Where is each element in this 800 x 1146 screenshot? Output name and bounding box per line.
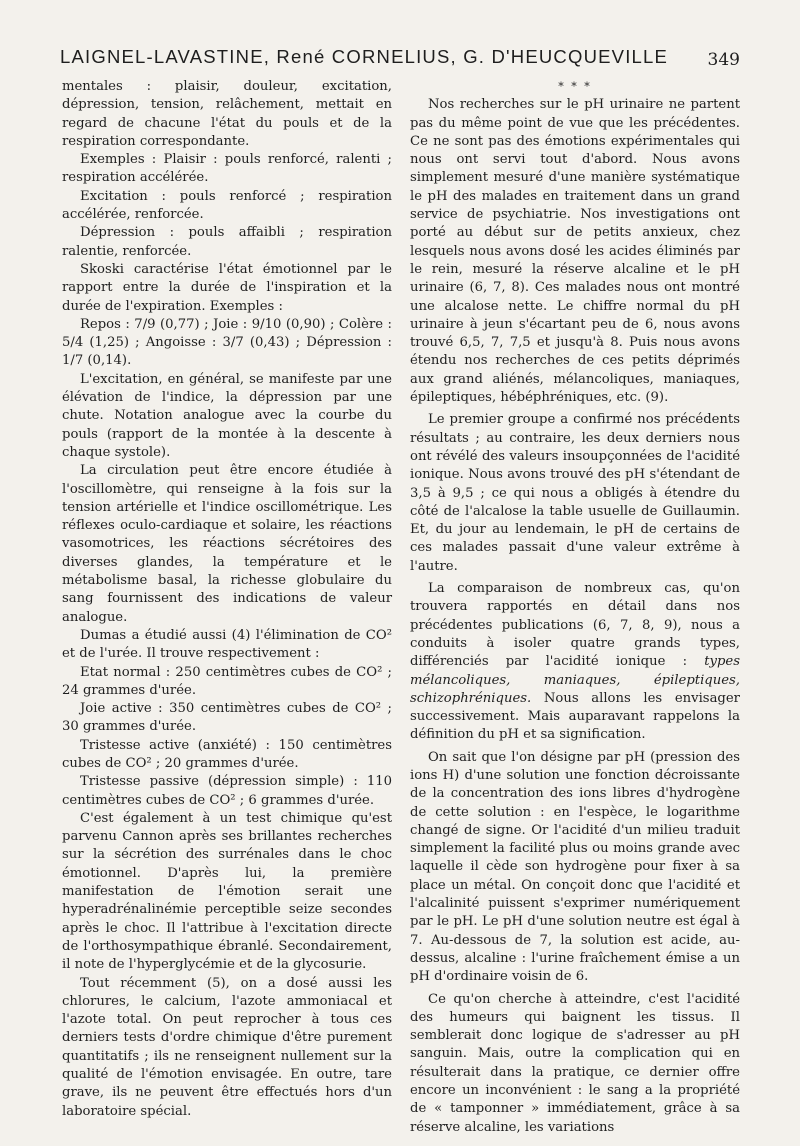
paragraph-text: Nous allons les envisager successivement. Mais auparavant rappelons la définition du pH et sa signification. xyxy=(410,690,740,743)
paragraph: Le premier groupe a confirmé nos précédents résultats ; au contraire, les deux derniers nous ont révélé des valeurs insoupçonnées de l'acidité ionique. Nous avons trouvé des pH s'étendant de 3,5 à 9,5 ; ce qui nous a obligés à étendre du côté de l'alcalose la table usuelle de Guillaumin. Et, du jour au lendemain, le pH de certains de ces malades passait d'une valeur extrême à l'autre. xyxy=(410,412,740,574)
section-ornament: * * * xyxy=(558,80,592,93)
paragraph: mentales : plaisir, douleur, excitation, dépression, tension, relâchement, mettait en regard de chacune l'état du pouls et de la respiration correspondante. xyxy=(62,79,392,149)
paragraph: Excitation : pouls renforcé ; respiration accélérée, renforcée. xyxy=(62,188,392,223)
paragraph-text: La comparaison de nombreux cas, qu'on trouvera rapportés en détail dans nos précédentes publications (6, 7, 8, 9), nous a conduits à isoler quatre grands types, différenciés par l'acidité ionique : xyxy=(410,581,740,670)
paragraph: Dumas a étudié aussi (4) l'élimination de CO² et de l'urée. Il trouve respectivement : xyxy=(62,627,392,662)
right-column xyxy=(410,78,740,1137)
left-column xyxy=(62,78,392,1121)
paragraph: La circulation peut être encore étudiée à l'oscillomètre, qui renseigne à la fois sur la tension artérielle et l'indice oscillométrique. Les réflexes oculo-cardiaque et solaire, les réactions vasomotrices, les réactions sécrétoires des diverses glandes, la température et le métabolisme basal, la richesse globulaire du sang fournissent des indications de valeur analogue. xyxy=(62,463,392,625)
paragraph: Tristesse passive (dépression simple) : 110 centimètres cubes de CO² ; 6 grammes d'urée. xyxy=(62,774,392,808)
paragraph: Ce qu'on cherche à atteindre, c'est l'acidité des humeurs qui baignent les tissus. Il semblerait donc logique de s'adresser au pH sanguin. Mais, outre la complication qui en résulterait dans la pratique, ce dernier offre encore un inconvénient : le sang a la propriété de « tamponner » immédiatement, grâce à sa réserve alcaline, les variations xyxy=(410,991,740,1135)
paragraph xyxy=(410,580,740,745)
paragraph: Repos : 7/9 (0,77) ; Joie : 9/10 (0,90) ; Colère : 5/4 (1,25) ; Angoisse : 3/7 (0,43) ; Dépression : 1/7 (0,14). xyxy=(62,316,392,369)
paragraph: C'est également à un test chimique qu'est parvenu Cannon après ses brillantes recherches sur la sécrétion des surrénales dans le choc émotionnel. D'après lui, la première manifestation de l'émotion serait une hyperadrénalinémie perceptible seize secondes après le choc. Il l'attribue à l'excitation directe de l'orthosympathique ébranlé. Secondairement, il note de l'hyperglycémie et de la glycosurie. xyxy=(62,810,392,973)
paragraph: Etat normal : 250 centimètres cubes de CO² ; 24 grammes d'urée. xyxy=(62,664,392,698)
paragraph: L'excitation, en général, se manifeste par une élévation de l'indice, la dépression par une chute. Notation analogue avec la courbe du pouls (rapport de la montée à la descente à chaque systole). xyxy=(62,371,392,460)
paragraph: On sait que l'on désigne par pH (pression des ions H) d'une solution une fonction décroissante de la concentration des ions libres d'hydrogène de cette solution : en l'espèce, le logarithme changé de signe. Or l'acidité d'un milieu traduit simplement la facilité plus ou moins grande avec laquelle il cède son hydrogène pour fixer à sa place un métal. On conçoit donc que l'acidité et l'alcalinité puissent s'exprimer numériquement par le pH. Le pH d'une solution neutre est égal à 7. Au-dessous de 7, la solution est acide, au-dessus, alcaline : l'urine fraîchement émise a un pH d'ordinaire voisin de 6. xyxy=(410,749,740,985)
paragraph: Tristesse active (anxiété) : 150 centimètres cubes de CO² ; 20 grammes d'urée. xyxy=(62,737,392,771)
paragraph: Skoski caractérise l'état émotionnel par le rapport entre la durée de l'inspiration et la durée de l'expiration. Exemples : xyxy=(62,261,392,314)
types-italic: types mélancoliques, maniaques, épileptiques, schizophréniques. xyxy=(410,654,740,706)
running-head: LAIGNEL-LAVASTINE, René CORNELIUS, G. D'HEUCQUEVILLE xyxy=(60,46,669,67)
paragraph: Exemples : Plaisir : pouls renforcé, ralenti ; respiration accélérée. xyxy=(62,152,392,186)
paragraph: Joie active : 350 centimètres cubes de CO² ; 30 grammes d'urée. xyxy=(62,701,392,735)
paragraph: Tout récemment (5), on a dosé aussi les chlorures, le calcium, l'azote ammoniacal et l'azote total. On peut reprocher à tous ces derniers tests d'ordre chimique d'être purement quantitatifs ; ils ne renseignent nullement sur la qualité de l'émotion envisagée. En outre, tare grave, ils ne peuvent être effectués hors d'un laboratoire spécial. xyxy=(62,975,392,1119)
page-number: 349 xyxy=(707,50,740,70)
page-header xyxy=(60,46,740,74)
paragraph: Dépression : pouls affaibli ; respiration ralentie, renforcée. xyxy=(62,225,392,259)
paragraph: Nos recherches sur le pH urinaire ne partent pas du même point de vue que les précédentes. Ce ne sont pas des émotions expérimentales qui nous ont servi tout d'abord. Nous avons simplement mesuré d'une manière systématique le pH des malades en traitement dans un grand service de psychiatrie. Nos investigations ont porté au début sur de petits anxieux, chez lesquels nous avons dosé les acides éliminés par le rein, mesuré la réserve alcaline et le pH urinaire (6, 7, 8). Ces malades nous ont montré une alcalose nette. Le chiffre normal du pH urinaire à jeun s'écartant peu de 6, nous avons trouvé 6,5, 7, 7,5 et jusqu'à 8. Puis nous avons étendu nos recherches de ces petits déprimés aux grand aliénés, mélancoliques, maniaques, épileptiques, hébéphréniques, etc. (9). xyxy=(410,97,740,406)
